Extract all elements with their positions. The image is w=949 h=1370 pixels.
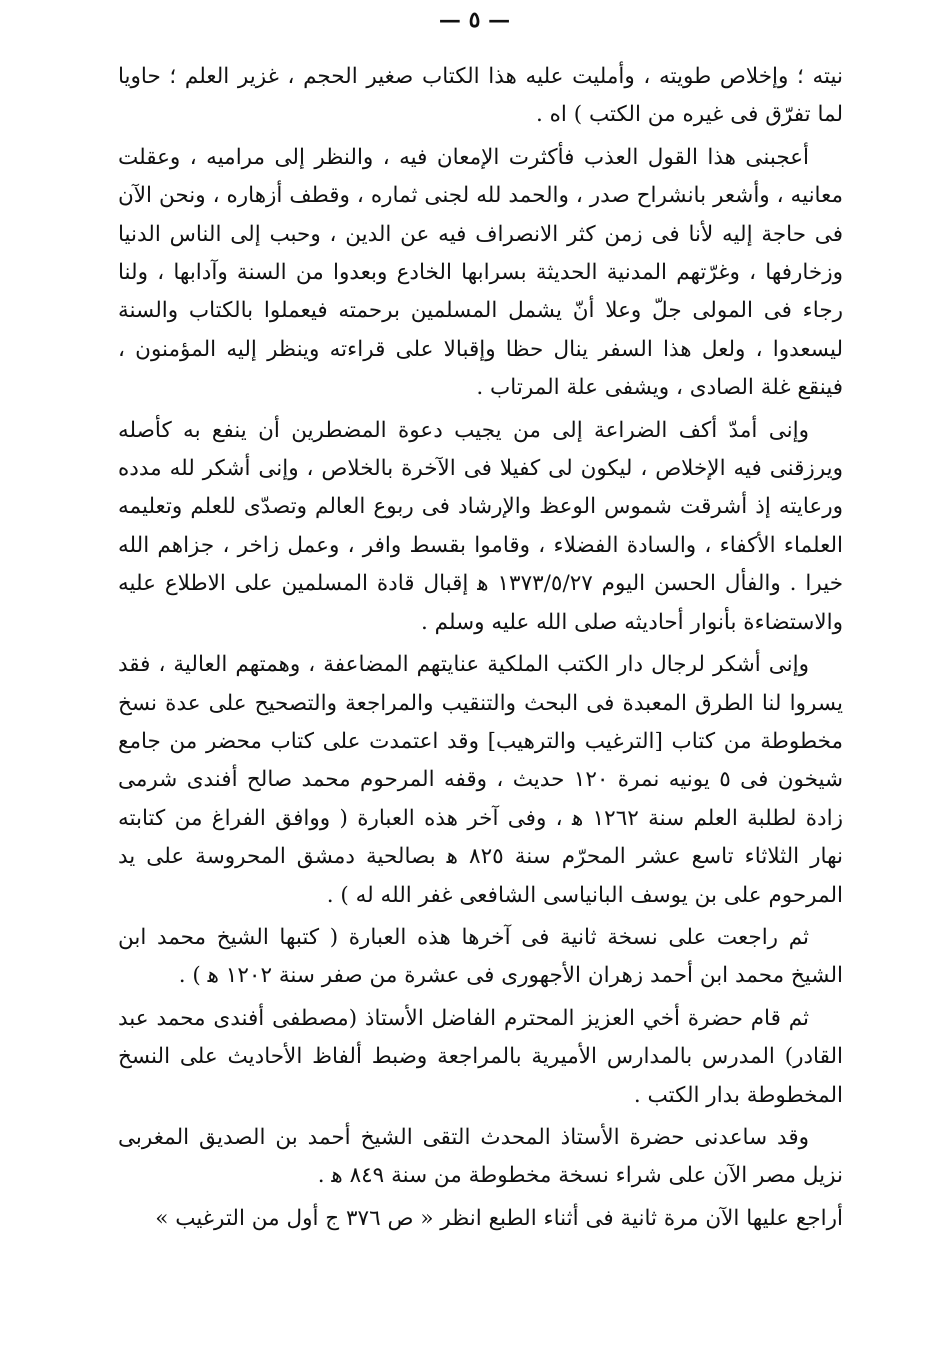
paragraph: وإنى أشكر لرجال دار الكتب الملكية عنايتهم المضاعفة ، وهمتهم العالية ، فقد يسروا لنا الطرق المعبدة فى البحث والتنقيب والمراجعة والتصحيح على عدة نسخ مخطوطة من كتاب [الترغيب والترهيب] وقد اعتمدت على كتاب محضر من جامع شيخون فى ٥ يونيه نمرة ١٢٠ حديث ، وقفه المرحوم محمد صالح أفندى شرمى زادة لطلبة العلم سنة ١٢٦٢ ﻫ ، وفى آخر هذه العبارة ( ووافق الفراغ من كتابته نهار الثلاثاء تاسع عشر المحرّم سنة ٨٢٥ ﻫ بصالحية دمشق المحروسة على يد المرحوم على بن يوسف البانياسى الشافعى غفر الله له ) . <box>118 652 844 908</box>
main-text <box>118 58 843 1238</box>
page-number: — ٥ — <box>438 7 511 33</box>
paragraph: وإنى أمدّ أكف الضراعة إلى من يجيب دعوة المضطرين أن ينفع به كأصله ويرزقنى فيه الإخلاص ، ليكون لى كفيلا فى الآخرة بالخلاص ، وإنى أشكر لله مدده ورعايته إذ أشرقت شموس الوعظ والإرشاد فى ربوع العالم وتصدّى للعلم وتعليمه العلماء الأكفاء ، والسادة الفضلاء ، وقاموا بقسط وافر ، وعمل زاخر ، جزاهم الله خيرا . والفأل الحسن اليوم ١٣٧٣/٥/٢٧ ﻫ إقبال قادة المسلمين على الاطلاع عليه والاستضاءة بأنوار أحاديثه صلى الله عليه وسلم . <box>118 417 843 635</box>
paragraph: ثم راجعت على نسخة ثانية فى آخرها هذه العبارة ( كتبها الشيخ محمد ابن الشيخ محمد ابن أحمد زهران الأجهورى فى عشرة من صفر سنة ١٢٠٢ ﻫ ) . <box>118 924 843 989</box>
paragraph: نيته ؛ وإخلاص طويته ، وأمليت عليه هذا الكتاب صغير الحجم ، غزير العلم ؛ حاويا لما تفرّق فى غيره من الكتب ) اه . <box>118 64 843 128</box>
paragraph: ثم قام حضرة أخي العزيز المحترم الفاضل الأستاذ (مصطفى أفندى محمد عبد القادر) المدرس بالمدارس الأميرية بالمراجعة وضبط ألفاظ الأحاديث على النسخ المخطوطة بدار الكتب . <box>118 1005 843 1108</box>
paragraph: أراجع عليها الآن مرة ثانية فى أثناء الطبع انظر « ص ٣٧٦ ج أول من الترغيب » <box>155 1205 843 1231</box>
paragraph: وقد ساعدنى حضرة الأستاذ المحدث التقى الشيخ أحمد بن الصديق المغربى نزيل مصر الآن على شراء نسخة مخطوطة من سنة ٨٤٩ ﻫ . <box>118 1124 843 1189</box>
paragraph: أعجبنى هذا القول العذب فأكثرت الإمعان فيه ، والنظر إلى مراميه ، وعقلت معانيه ، وأشعر بانشراح صدر ، والحمد لله لجنى ثماره ، وقطف أزهاره ، ونحن الآن فى حاجة إليه لأنا فى زمن كثر الانصراف فيه عن الدين ، وحبب إلى الناس الدنيا وزخارفها ، وغرّتهم المدنية الحديثة بسرابها الخادع وبعدوا من السنة وآدابها ، ولنا رجاء فى المولى جلّ وعلا أنّ يشمل المسلمين برحمته فيعملوا بالكتاب والسنة ليسعدوا ، ولعل هذا السفر ينال حظا وإقبالا على قراءته وينظر إليه المؤمنون ، فينقع غلة الصادى ، ويشفى علة المرتاب . <box>118 144 843 401</box>
